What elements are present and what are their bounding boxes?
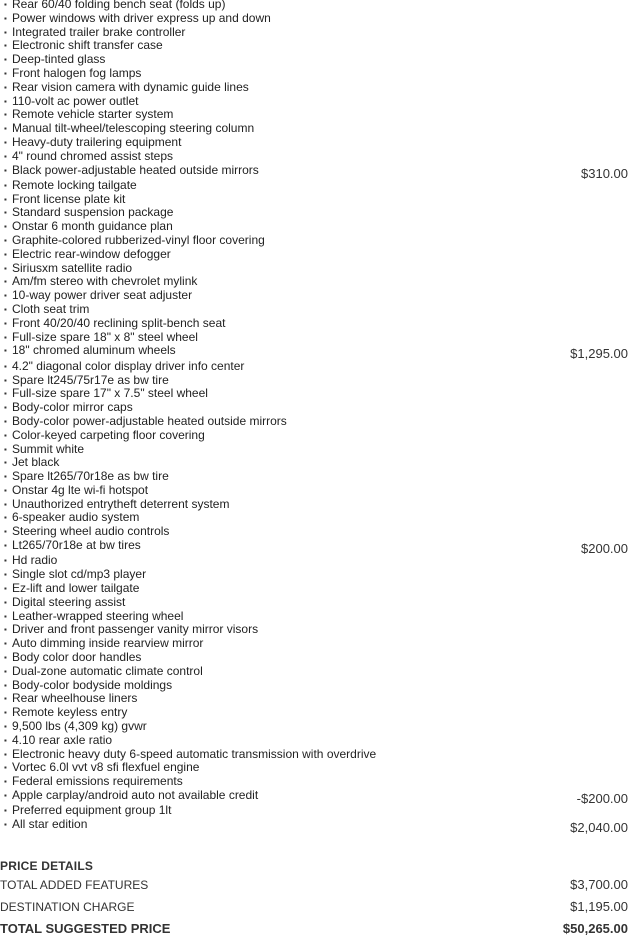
feature-item [0, 136, 629, 150]
bullet-icon: ▪ [4, 735, 7, 745]
bullet-icon: ▪ [4, 680, 7, 690]
feature-item [0, 539, 629, 553]
bullet-icon: ▪ [4, 222, 7, 232]
feature-item [0, 12, 629, 26]
total-suggested-price-label: TOTAL SUGGESTED PRICE [0, 921, 171, 936]
feature-item-label: Auto dimming inside rearview mirror [12, 636, 204, 651]
feature-item-label: Front 40/20/40 reclining split-bench seat [12, 315, 226, 330]
bullet-icon: ▪ [4, 263, 7, 273]
feature-item [0, 150, 629, 164]
feature-item-label: Body-color power-adjustable heated outside mirrors [12, 413, 287, 428]
destination-charge-label: DESTINATION CHARGE [0, 900, 135, 914]
feature-item-label: Onstar 6 month guidance plan [12, 219, 173, 234]
feature-item-label: Jet black [12, 455, 60, 470]
bullet-icon: ▪ [4, 151, 7, 161]
bullet-icon: ▪ [4, 124, 7, 134]
feature-item [0, 470, 629, 484]
bullet-icon: ▪ [4, 208, 7, 218]
feature-item-label: Dual-zone automatic climate control [12, 663, 203, 678]
bullet-icon: ▪ [4, 499, 7, 509]
feature-item [0, 525, 629, 539]
feature-item-label: Am/fm stereo with chevrolet mylink [12, 274, 198, 289]
feature-group [0, 358, 629, 557]
feature-item-label: 18" chromed aluminum wheels [12, 343, 176, 358]
bullet-icon: ▪ [4, 236, 7, 246]
destination-charge-row [0, 896, 629, 918]
feature-item [0, 53, 629, 67]
feature-item-label: Rear vision camera with dynamic guide lines [12, 79, 249, 94]
bullet-icon: ▪ [4, 277, 7, 287]
feature-item-label: Rear wheelhouse liners [12, 691, 138, 706]
total-added-features-label: TOTAL ADDED FEATURES [0, 878, 149, 892]
feature-item [0, 623, 629, 637]
feature-item [0, 554, 629, 568]
feature-item-label: 9,500 lbs (4,309 kg) gvwr [12, 718, 147, 733]
bullet-icon: ▪ [4, 249, 7, 259]
bullet-icon: ▪ [4, 556, 7, 566]
bullet-icon: ▪ [4, 639, 7, 649]
feature-item [0, 456, 629, 470]
feature-item-label: Onstar 4g lte wi-fi hotspot [12, 482, 149, 497]
feature-group [0, 177, 629, 362]
bullet-icon: ▪ [4, 180, 7, 190]
feature-item [0, 804, 629, 818]
feature-item-label: Power windows with driver express up and down [12, 10, 271, 25]
bullet-icon: ▪ [4, 625, 7, 635]
feature-item-label: Front halogen fog lamps [12, 65, 142, 80]
total-added-features-row [0, 874, 629, 896]
destination-charge-value: $1,195.00 [570, 899, 628, 914]
feature-item-label: Electric rear-window defogger [12, 246, 171, 261]
feature-item-label: Digital steering assist [12, 594, 126, 609]
feature-group-price: -$200.00 [576, 790, 628, 806]
bullet-icon: ▪ [4, 820, 7, 830]
feature-item [0, 596, 629, 610]
feature-item-label: Body color door handles [12, 649, 142, 664]
feature-group [0, 0, 629, 181]
feature-item [0, 443, 629, 457]
feature-item [0, 26, 629, 40]
bullet-icon: ▪ [4, 513, 7, 523]
feature-item [0, 374, 629, 388]
bullet-icon: ▪ [4, 666, 7, 676]
bullet-icon: ▪ [4, 55, 7, 65]
bullet-icon: ▪ [4, 721, 7, 731]
feature-item [0, 360, 629, 374]
bullet-icon: ▪ [4, 472, 7, 482]
bullet-icon: ▪ [4, 430, 7, 440]
feature-item [0, 429, 629, 443]
feature-item [0, 610, 629, 624]
feature-item-label: Remote vehicle starter system [12, 107, 174, 122]
feature-item-label: Full-size spare 17" x 7.5" steel wheel [12, 386, 208, 401]
bullet-icon: ▪ [4, 749, 7, 759]
bullet-icon: ▪ [4, 137, 7, 147]
feature-item [0, 95, 629, 109]
feature-item [0, 692, 629, 706]
bullet-icon: ▪ [4, 194, 7, 204]
feature-item-label: Front license plate kit [12, 191, 126, 206]
feature-item-label: Black power-adjustable heated outside mirrors [12, 162, 259, 177]
feature-item [0, 706, 629, 720]
bullet-icon: ▪ [4, 291, 7, 301]
feature-item-label: Color-keyed carpeting floor covering [12, 427, 205, 442]
bullet-icon: ▪ [4, 708, 7, 718]
bullet-icon: ▪ [4, 13, 7, 23]
feature-item [0, 39, 629, 53]
feature-item-label: Spare lt245/75r17e as bw tire [12, 372, 169, 387]
feature-item-label: Heavy-duty trailering equipment [12, 134, 182, 149]
feature-item [0, 331, 629, 345]
feature-item-label: Hd radio [12, 553, 58, 568]
feature-item-label: Electronic shift transfer case [12, 38, 163, 53]
feature-item [0, 651, 629, 665]
feature-item [0, 637, 629, 651]
feature-item-label: Standard suspension package [12, 205, 174, 220]
feature-group-price: $1,295.00 [570, 346, 628, 362]
feature-item [0, 720, 629, 734]
feature-item-label: Preferred equipment group 1lt [12, 803, 172, 818]
feature-item-label: Remote locking tailgate [12, 177, 137, 192]
feature-item [0, 401, 629, 415]
feature-item [0, 289, 629, 303]
feature-item-label: Body-color mirror caps [12, 400, 133, 415]
bullet-icon: ▪ [4, 361, 7, 371]
feature-item [0, 67, 629, 81]
bullet-icon: ▪ [4, 777, 7, 787]
feature-item-label: Single slot cd/mp3 player [12, 567, 147, 582]
bullet-icon: ▪ [4, 27, 7, 37]
feature-group [0, 553, 629, 806]
feature-item-label: Unauthorized entrytheft deterrent system [12, 496, 230, 511]
bullet-icon: ▪ [4, 416, 7, 426]
price-details-title: PRICE DETAILS [0, 859, 94, 873]
feature-item-label: Electronic heavy duty 6-speed automatic transmission with overdrive [12, 746, 377, 761]
feature-item [0, 511, 629, 525]
feature-item [0, 748, 629, 762]
feature-item-label: Full-size spare 18" x 8" steel wheel [12, 329, 198, 344]
total-suggested-price-value: $50,265.00 [562, 921, 628, 936]
bullet-icon: ▪ [4, 570, 7, 580]
feature-item [0, 679, 629, 693]
feature-item-label: 6-speaker audio system [12, 510, 140, 525]
feature-item [0, 818, 629, 832]
feature-item-label: All star edition [12, 817, 88, 832]
feature-item [0, 248, 629, 262]
feature-item-label: Driver and front passenger vanity mirror visors [12, 622, 259, 637]
feature-item-label: Steering wheel audio controls [12, 524, 170, 539]
bullet-icon: ▪ [4, 41, 7, 51]
feature-item-label: Summit white [12, 441, 85, 456]
bullet-icon: ▪ [4, 305, 7, 315]
feature-item [0, 317, 629, 331]
feature-group [0, 803, 629, 836]
feature-item [0, 303, 629, 317]
feature-item-label: Rear 60/40 folding bench seat (folds up) [12, 0, 226, 11]
bullet-icon: ▪ [4, 68, 7, 78]
feature-item-label: Body-color bodyside moldings [12, 677, 173, 692]
bullet-icon: ▪ [4, 403, 7, 413]
bullet-icon: ▪ [4, 806, 7, 816]
feature-item-label: Integrated trailer brake controller [12, 24, 186, 39]
feature-item [0, 179, 629, 193]
feature-item-label: Ez-lift and lower tailgate [12, 580, 140, 595]
feature-item-label: 4.10 rear axle ratio [12, 732, 113, 747]
feature-item-label: Leather-wrapped steering wheel [12, 608, 184, 623]
feature-item-label: Spare lt265/70r18e as bw tire [12, 469, 169, 484]
feature-item-label: Manual tilt-wheel/telescoping steering column [12, 121, 255, 136]
bullet-icon: ▪ [4, 790, 7, 800]
bullet-icon: ▪ [4, 444, 7, 454]
bullet-icon: ▪ [4, 110, 7, 120]
bullet-icon: ▪ [4, 541, 7, 551]
feature-item [0, 344, 629, 358]
feature-item-label: Federal emissions requirements [12, 774, 183, 789]
bullet-icon: ▪ [4, 165, 7, 175]
feature-item-label: Deep-tinted glass [12, 52, 106, 67]
feature-item [0, 761, 629, 775]
bullet-icon: ▪ [4, 389, 7, 399]
bullet-icon: ▪ [4, 375, 7, 385]
feature-item [0, 81, 629, 95]
bullet-icon: ▪ [4, 318, 7, 328]
feature-item [0, 275, 629, 289]
feature-group-price: $200.00 [581, 541, 628, 557]
bullet-icon: ▪ [4, 611, 7, 621]
bullet-icon: ▪ [4, 346, 7, 356]
feature-item [0, 234, 629, 248]
feature-group-price: $2,040.00 [570, 820, 628, 836]
bullet-icon: ▪ [4, 485, 7, 495]
bullet-icon: ▪ [4, 332, 7, 342]
feature-item-label: Cloth seat trim [12, 302, 90, 317]
feature-item [0, 498, 629, 512]
feature-group-price: $310.00 [581, 165, 628, 181]
bullet-icon: ▪ [4, 82, 7, 92]
feature-item [0, 122, 629, 136]
feature-item [0, 484, 629, 498]
feature-item [0, 206, 629, 220]
feature-item [0, 415, 629, 429]
feature-item [0, 582, 629, 596]
bullet-icon: ▪ [4, 458, 7, 468]
bullet-icon: ▪ [4, 763, 7, 773]
bullet-icon: ▪ [4, 652, 7, 662]
feature-item-label: Apple carplay/android auto not available credit [12, 787, 259, 802]
bullet-icon: ▪ [4, 527, 7, 537]
bullet-icon: ▪ [4, 597, 7, 607]
feature-item-label: 10-way power driver seat adjuster [12, 288, 193, 303]
feature-item [0, 734, 629, 748]
feature-item [0, 262, 629, 276]
feature-item [0, 220, 629, 234]
feature-item-label: Vortec 6.0l vvt v8 sfi flexfuel engine [12, 760, 200, 775]
feature-item [0, 775, 629, 789]
total-added-features-value: $3,700.00 [570, 877, 628, 892]
feature-item [0, 108, 629, 122]
feature-item [0, 789, 629, 803]
feature-item-label: 4.2" diagonal color display driver info center [12, 358, 245, 373]
feature-item [0, 164, 629, 178]
feature-item [0, 665, 629, 679]
total-suggested-price-row [0, 918, 629, 940]
feature-item-label: 110-volt ac power outlet [12, 93, 139, 108]
feature-item [0, 568, 629, 582]
bullet-icon: ▪ [4, 96, 7, 106]
bullet-icon: ▪ [4, 694, 7, 704]
price-details [0, 858, 629, 940]
feature-item [0, 387, 629, 401]
bullet-icon: ▪ [4, 0, 7, 9]
feature-item-label: Siriusxm satellite radio [12, 260, 133, 275]
feature-item-label: Lt265/70r18e at bw tires [12, 538, 141, 553]
feature-item [0, 193, 629, 207]
feature-item-label: Graphite-colored rubberized-vinyl floor covering [12, 233, 265, 248]
bullet-icon: ▪ [4, 583, 7, 593]
feature-item-label: 4" round chromed assist steps [12, 148, 174, 163]
feature-item-label: Remote keyless entry [12, 705, 128, 720]
